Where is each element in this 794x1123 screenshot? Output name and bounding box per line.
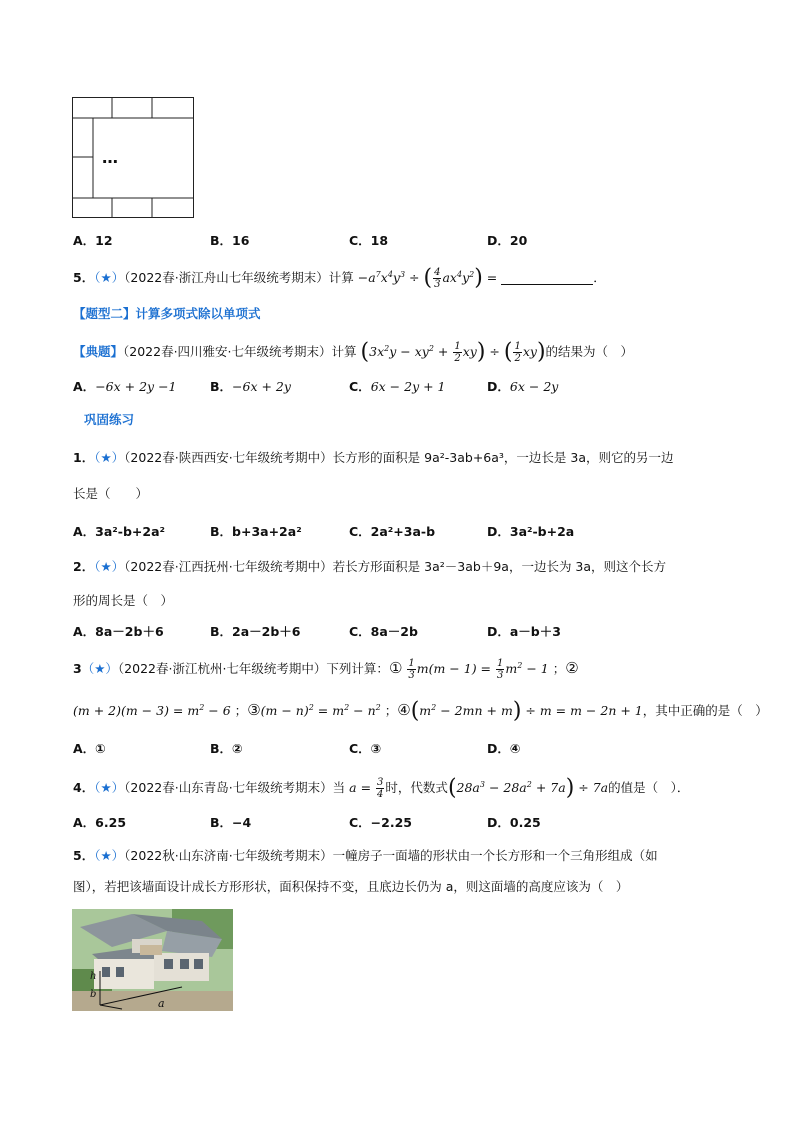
question-number: 3 — [73, 661, 82, 677]
option-a[interactable]: A．12 — [73, 233, 113, 248]
question-prompt: 计算 — [328, 270, 354, 286]
option-b[interactable]: B．16 — [210, 233, 250, 248]
practice-2 — [73, 557, 666, 575]
option-d[interactable]: D．6x − 2y — [487, 379, 559, 394]
q4-options — [73, 231, 753, 251]
house-photo — [72, 909, 233, 1011]
label-b: b — [90, 989, 97, 1000]
math-expression: ($3x^2y - xy^2$ + $\frac{1}{2}$ xy) ÷ ( $\frac{1}{2}$ xy) — [360, 339, 546, 365]
circled-1: ① — [388, 659, 403, 678]
question-end: 的结果为（ ） — [545, 344, 634, 360]
option-c[interactable]: C．6x − 2y + 1 — [349, 379, 446, 394]
question-mid: 时，代数式 — [385, 780, 448, 796]
practice-5 — [73, 846, 658, 864]
practice-3-line2: $(m + 2)(m - 3) = m^2 - 6$ ；③(m − $n)^2 = m^2 - n^2$ ；$④(m^2 - 2mn + m) \div m = m - 2n + 1$，其中正确的是（ ） — [73, 698, 768, 724]
option-b[interactable]: B．2a－2b＋6 — [210, 624, 301, 639]
section-heading-practice: 巩固练习 — [84, 412, 135, 427]
option-c[interactable]: C．2a²+3a-b — [349, 524, 436, 539]
circled-4: ④ — [397, 701, 411, 720]
label-a: a — [158, 997, 165, 1010]
star-badge: （★） — [94, 559, 125, 574]
star-badge: （★） — [94, 780, 125, 796]
math-expression: $(m - n)^2 = m^2 - n^2$ — [260, 703, 381, 719]
circled-3: ③ — [247, 701, 261, 720]
answer-blank[interactable] — [501, 273, 593, 285]
p2-options — [73, 622, 753, 642]
question-source: （2022春·浙江舟山七年级统考期末） — [124, 270, 329, 286]
example-options — [73, 377, 753, 397]
option-a[interactable]: A．① — [73, 741, 106, 756]
option-c[interactable]: C．8a－2b — [349, 624, 418, 639]
example-question — [73, 334, 633, 364]
p1-options — [73, 522, 753, 542]
question-end: 的值是（ ）． — [608, 780, 690, 796]
question-source: （2022春·四川雅安·七年级统考期末） — [123, 344, 332, 360]
option-a[interactable]: A．6.25 — [73, 815, 127, 830]
circled-2: ② — [565, 659, 579, 678]
option-c[interactable]: C．③ — [349, 741, 382, 756]
option-a[interactable]: A．3a²-b+2a² — [73, 524, 165, 539]
practice-1 — [73, 448, 674, 466]
math-expression: $(28a^3 - 28a^2 + 7a) \div 7a$ — [447, 775, 609, 801]
practice-4 — [73, 770, 689, 800]
option-d[interactable]: D．20 — [487, 233, 528, 248]
section-heading-type2: 【题型二】计算多项式除以单项式 — [73, 306, 261, 321]
question-number: 5． — [73, 270, 95, 286]
star-badge: （★） — [94, 270, 125, 286]
math-expression: $-a^7x^4y^3$ ÷ ( $\frac{4}{3}$ $ax^4y^2$) = — [357, 265, 498, 291]
star-badge: （★） — [94, 450, 125, 465]
question-line: （2022春·江西抚州·七年级统考期中）若长方形面积是 3a²－3ab＋9a，一边长为 3a，则这个长方 — [124, 559, 667, 574]
option-c[interactable]: C．−2.25 — [349, 815, 412, 830]
option-d[interactable]: D．a－b＋3 — [487, 624, 561, 639]
example-tag: 【典题】 — [73, 344, 124, 360]
option-d[interactable]: D．3a²-b+2a — [487, 524, 575, 539]
option-b[interactable]: B．b+3a+2a² — [210, 524, 302, 539]
option-b[interactable]: B．② — [210, 741, 243, 756]
practice-3: 3（★）（2022春·浙江杭州·七年级统考期中）下列计算：① $\frac{1}{3}$ m(m − 1) = $\frac{1}{3}$ $m^2 - 1$ ；② — [73, 658, 579, 682]
tile-figure — [72, 97, 195, 219]
option-b[interactable]: B．−4 — [210, 815, 252, 830]
option-d[interactable]: D．④ — [487, 741, 521, 756]
math-expression: a = $\frac{3}{4}$ — [349, 777, 384, 801]
question-number: 2． — [73, 559, 95, 574]
p4-options — [73, 813, 753, 833]
question-source: （2022春·山东青岛·七年级统考期末）当 — [124, 780, 346, 796]
question-number: 4． — [73, 780, 95, 796]
practice-1-line2: 长是（ ） — [73, 486, 149, 501]
option-a[interactable]: A．−6x + 2y −1 — [73, 379, 177, 394]
question-end: ，其中正确的是（ ） — [642, 703, 768, 719]
p3-options — [73, 739, 753, 759]
option-a[interactable]: A．8a－2b＋6 — [73, 624, 164, 639]
practice-5-line2: 图），若把该墙面设计成长方形形状，面积保持不变，且底边长仍为 a，则这面墙的高度应该为（ ） — [73, 879, 629, 894]
question-line: （2022秋·山东济南·七年级统考期末）一幢房子一面墙的形状由一个长方形和一个三角形组成（如 — [124, 848, 658, 863]
star-badge: （★） — [94, 848, 125, 863]
math-expression: $\frac{1}{3}$ m(m − 1) = $\frac{1}{3}$ $m^2 - 1$ — [408, 658, 549, 682]
question-5 — [73, 262, 606, 291]
label-h: h — [90, 971, 97, 982]
figure-ellipsis: … — [102, 148, 118, 167]
practice-2-line2: 形的周长是（ ） — [73, 593, 174, 608]
math-expression: $(m + 2)(m - 3) = m^2 - 6$ — [73, 703, 231, 719]
math-expression: $(m^2 - 2mn + m) \div m = m - 2n + 1$ — [410, 698, 643, 724]
question-end: ． — [593, 270, 606, 286]
option-d[interactable]: D．0.25 — [487, 815, 541, 830]
question-line: （2022春·陕西西安·七年级统考期中）长方形的面积是 9a²-3ab+6a³，一边长是 3a，则它的另一边 — [124, 450, 674, 465]
question-prompt: 计算 — [331, 344, 357, 360]
question-number: 5． — [73, 848, 95, 863]
question-number: 1． — [73, 450, 95, 465]
option-b[interactable]: B．−6x + 2y — [210, 379, 291, 394]
question-source: （2022春·浙江杭州·七年级统考期中）下列计算： — [117, 661, 389, 677]
option-c[interactable]: C．18 — [349, 233, 389, 248]
star-badge: （★） — [81, 661, 118, 677]
